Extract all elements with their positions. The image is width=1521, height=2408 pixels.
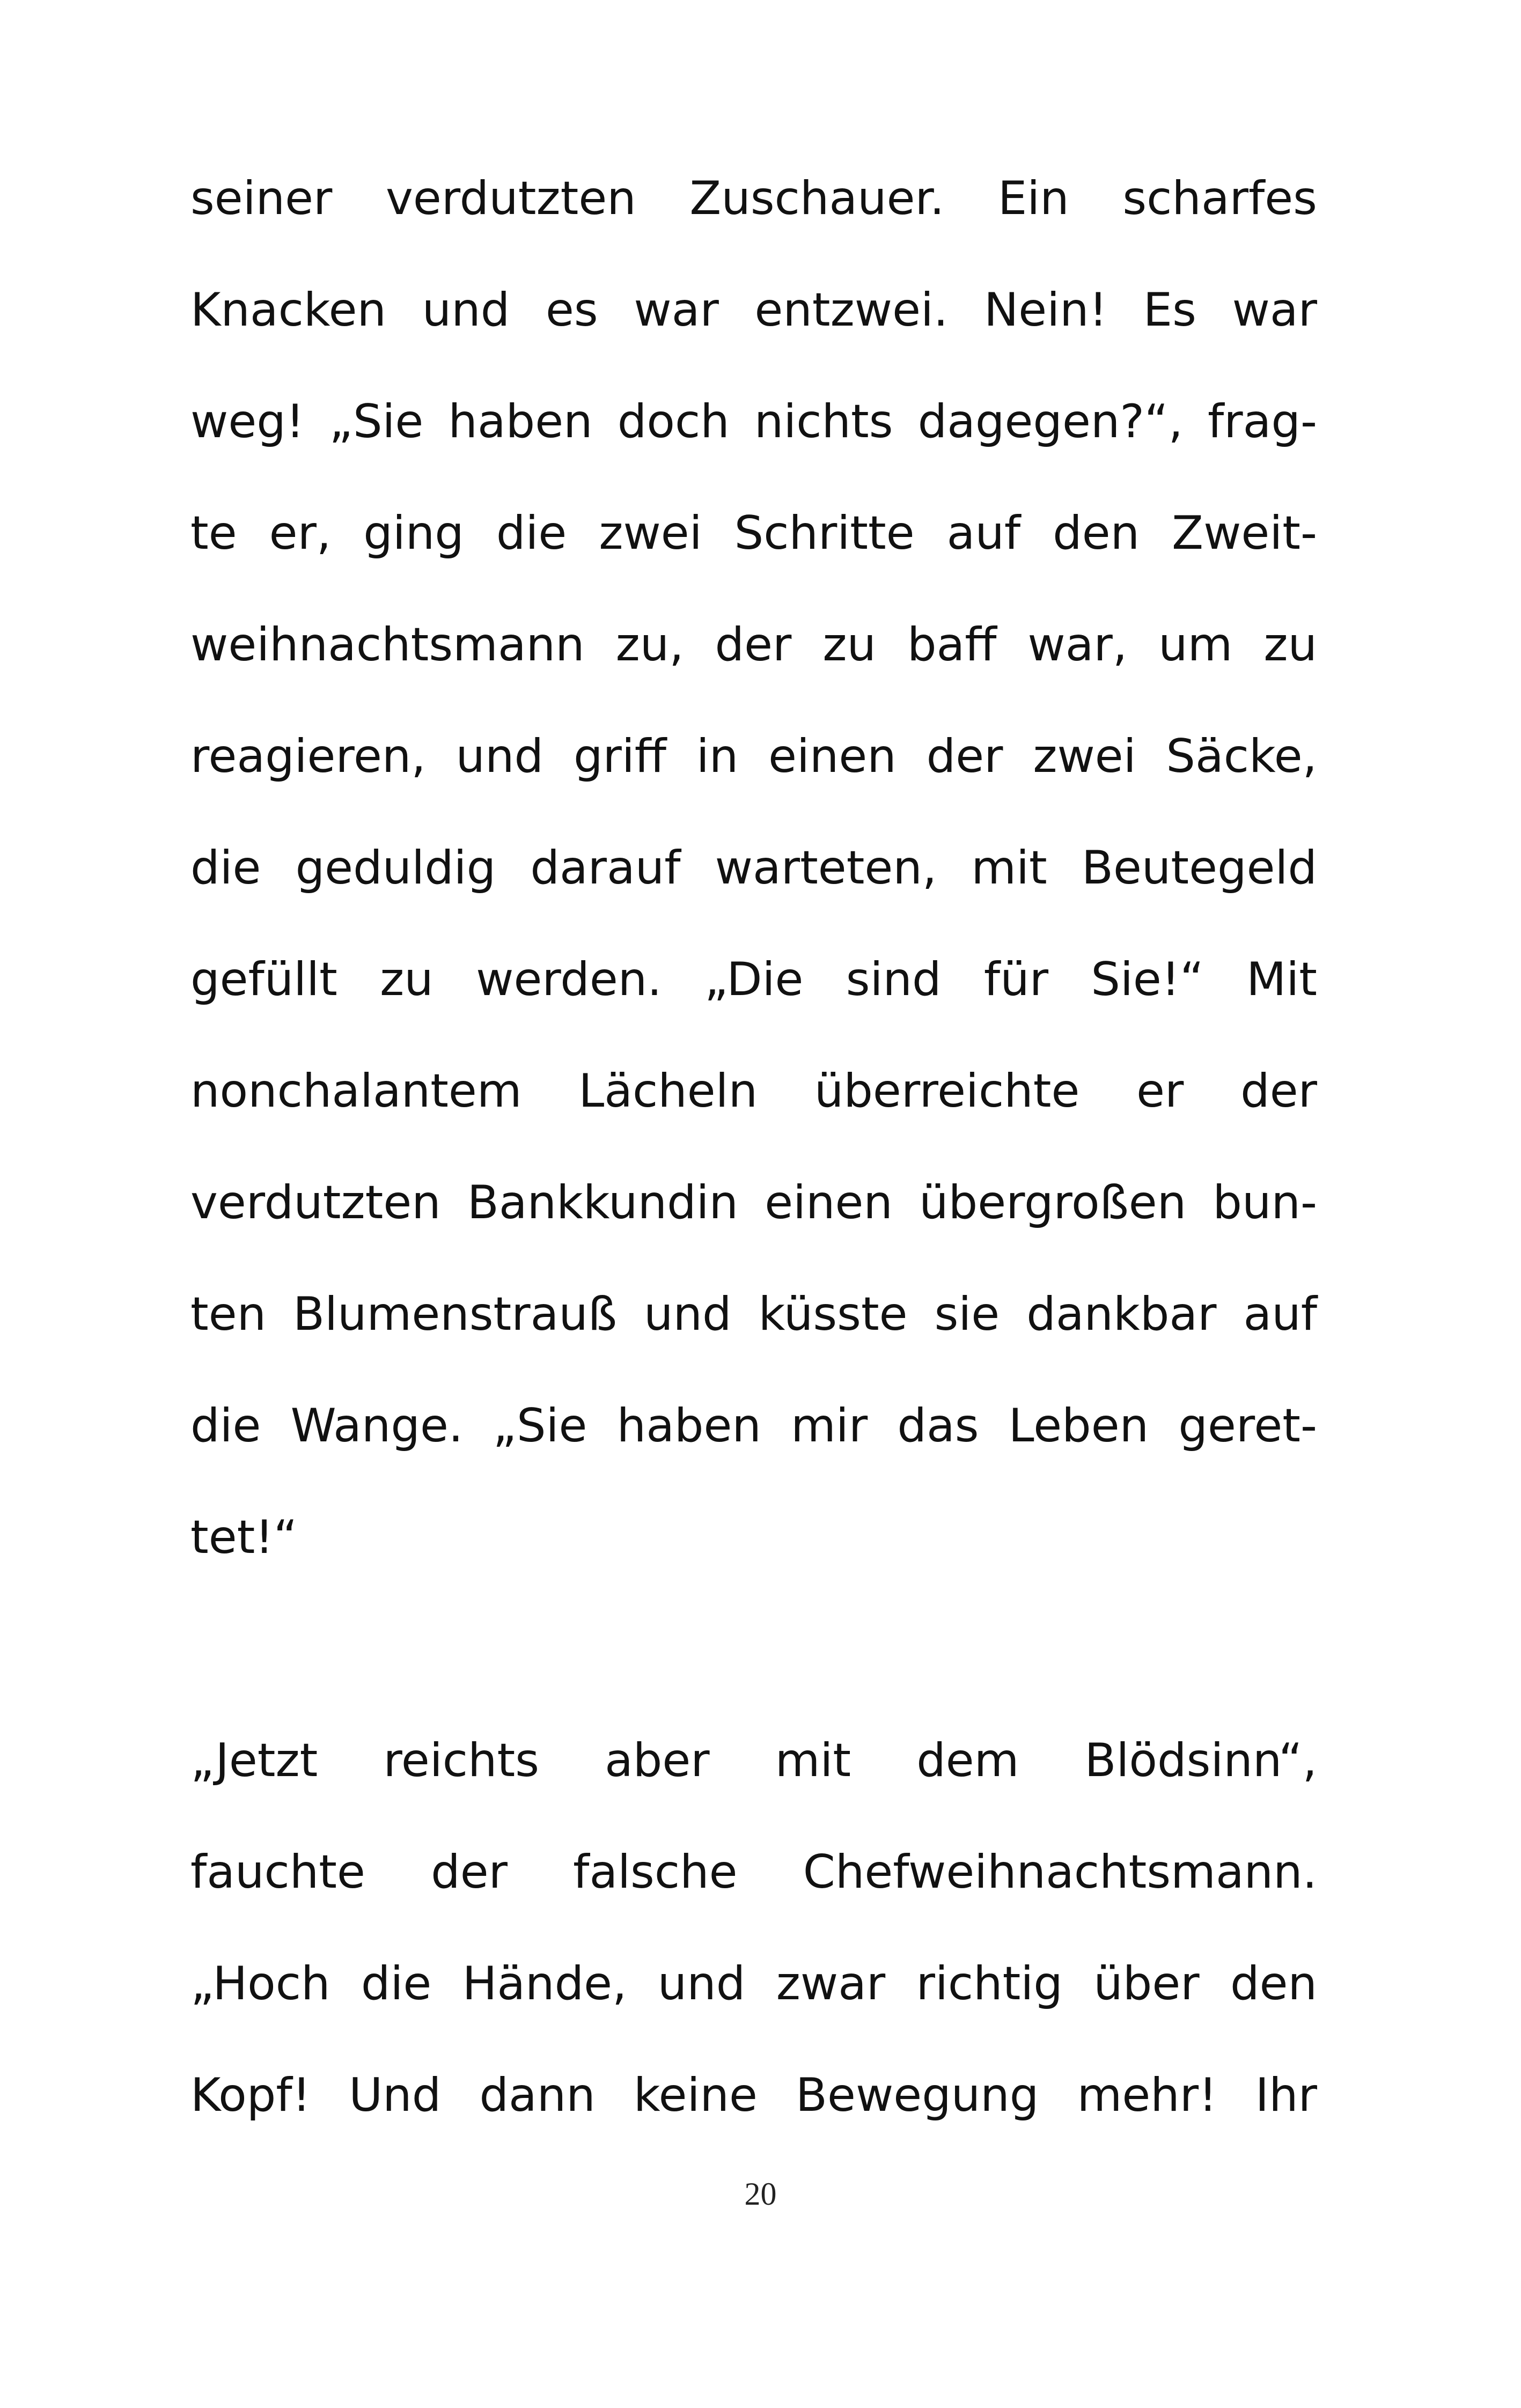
text-line: die geduldig darauf warteten, mit Beutegeld <box>190 841 1317 895</box>
text-line: fauchte der falsche Chefweihnachtsmann. <box>190 1845 1317 1899</box>
text-line: verdutzten Bankkundin einen übergroßen bun- <box>190 1176 1317 1229</box>
text-line: weg! „Sie haben doch nichts dagegen?“, frag- <box>190 395 1317 448</box>
text-line: ten Blumenstrauß und küsste sie dankbar auf <box>190 1287 1317 1341</box>
text-line: reagieren, und griff in einen der zwei Säcke, <box>190 730 1317 783</box>
text-line: tet!“ <box>190 1511 298 1564</box>
text-line: „Jetzt reichts aber mit dem Blödsinn“, <box>190 1734 1317 1787</box>
text-line: Knacken und es war entzwei. Nein! Es war <box>190 283 1317 337</box>
text-line: Kopf! Und dann keine Bewegung mehr! Ihr <box>190 2068 1317 2122</box>
text-line: gefüllt zu werden. „Die sind für Sie!“ Mit <box>190 953 1317 1006</box>
text-line: die Wange. „Sie haben mir das Leben geret- <box>190 1399 1317 1453</box>
text-line: seiner verdutzten Zuschauer. Ein scharfes <box>190 172 1317 225</box>
page-number: 20 <box>744 2176 777 2212</box>
text-line: nonchalantem Lächeln überreichte er der <box>190 1064 1317 1118</box>
text-line: te er, ging die zwei Schritte auf den Zweit- <box>190 506 1317 560</box>
text-line: „Hoch die Hände, und zwar richtig über den <box>190 1957 1317 2011</box>
text-line: weihnachtsmann zu, der zu baff war, um zu <box>190 618 1317 672</box>
